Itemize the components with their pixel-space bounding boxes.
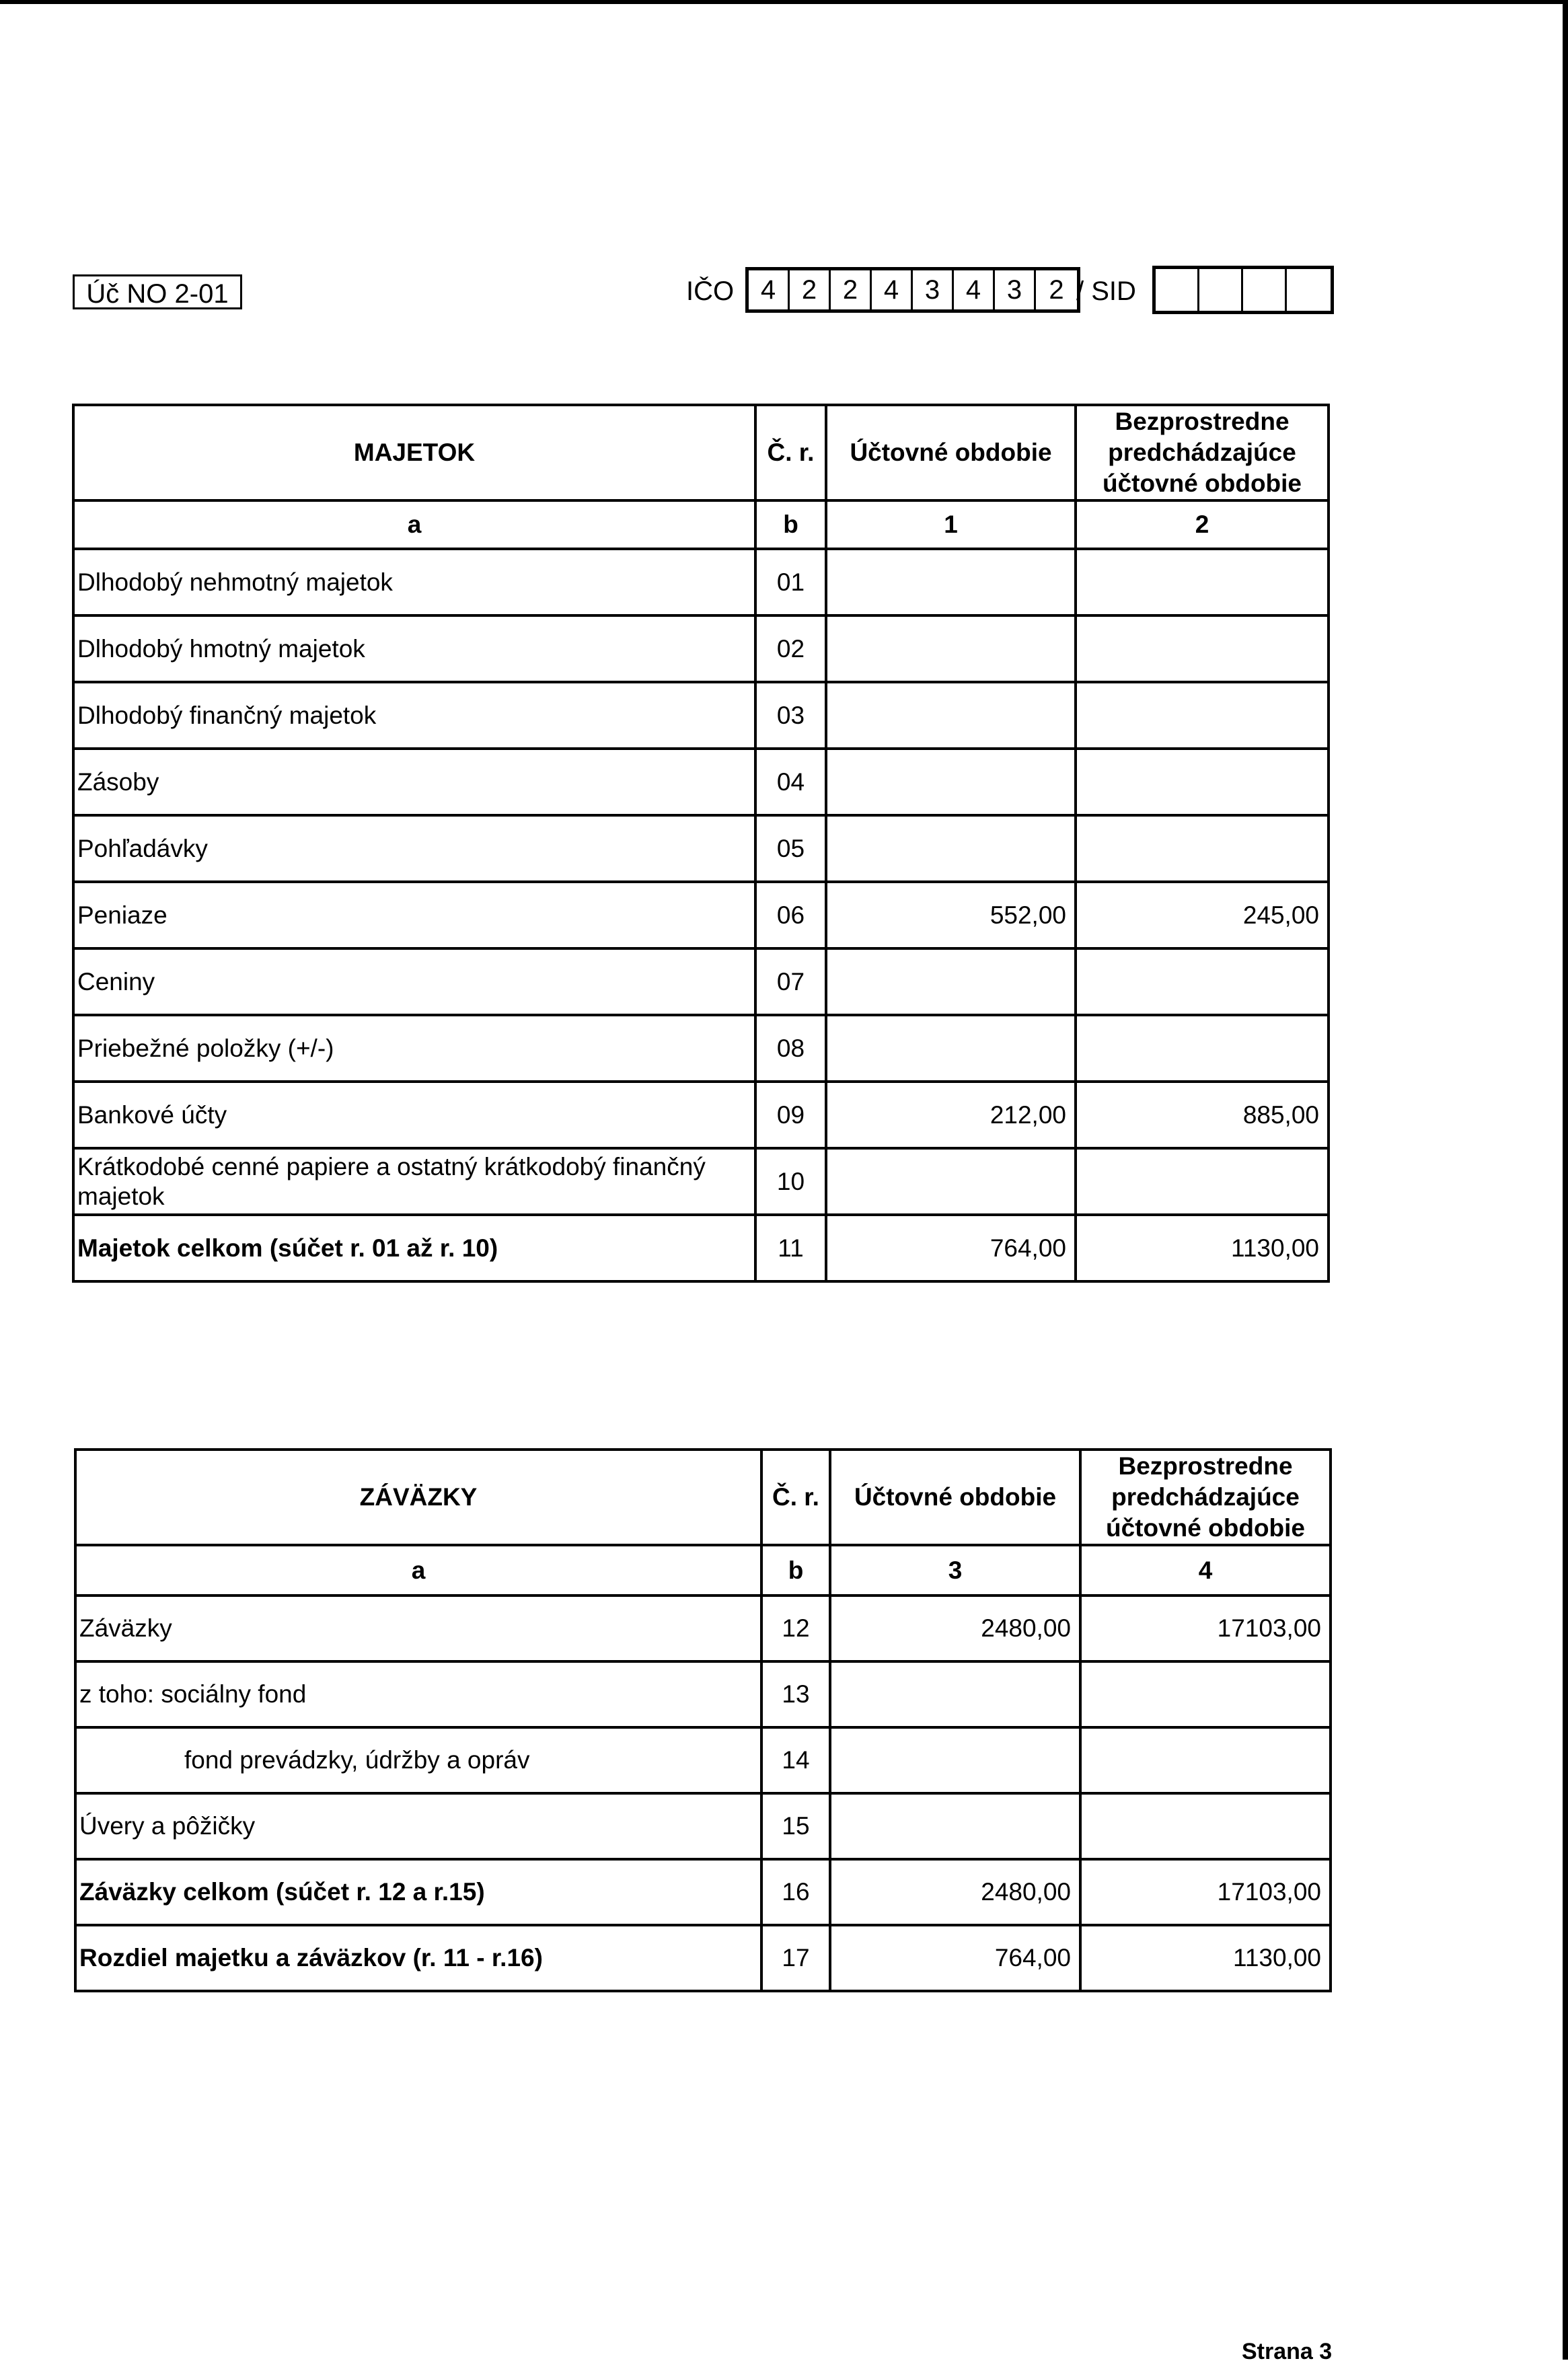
table-row [73, 882, 1329, 948]
ico-digit[interactable]: 2 [1049, 275, 1064, 305]
row-label: Majetok celkom (súčet r. 01 až r. 10) [73, 1215, 755, 1281]
col-code: 1 [826, 500, 1076, 549]
current-period-value[interactable]: 2480,00 [830, 1859, 1080, 1925]
sid-digit[interactable] [1156, 269, 1199, 311]
col-code: a [73, 500, 755, 549]
table-row [73, 682, 1329, 749]
col-code: a [75, 1545, 761, 1596]
previous-period-value[interactable] [1076, 1015, 1329, 1082]
row-number: 12 [761, 1596, 830, 1661]
current-period-value[interactable] [826, 549, 1076, 615]
table-row [73, 815, 1329, 882]
row-number: 16 [761, 1859, 830, 1925]
col-header-current-period: Účtovné obdobie [830, 1450, 1080, 1545]
ico-digit[interactable]: 2 [831, 270, 872, 309]
current-period-value[interactable] [830, 1661, 1080, 1727]
row-label: Dlhodobý nehmotný majetok [73, 549, 755, 615]
row-number: 09 [755, 1082, 826, 1148]
col-header-liabilities: ZÁVÄZKY [75, 1450, 761, 1545]
ico-digit[interactable]: 4 [872, 270, 913, 309]
col-header-row-number: Č. r. [755, 405, 826, 500]
assets-table [72, 404, 1330, 1283]
row-label: Záväzky celkom (súčet r. 12 a r.15) [75, 1859, 761, 1925]
current-period-value[interactable] [830, 1727, 1080, 1793]
col-header-previous-period: Bezprostredne predchádzajúce účtovné obdobie [1080, 1450, 1331, 1545]
previous-period-value[interactable]: 17103,00 [1080, 1596, 1331, 1661]
row-number: 15 [761, 1793, 830, 1859]
current-period-value[interactable] [826, 749, 1076, 815]
row-number: 08 [755, 1015, 826, 1082]
col-code: b [755, 500, 826, 549]
ico-label: IČO [686, 276, 735, 306]
table-row [73, 1082, 1329, 1148]
current-period-value[interactable] [826, 1148, 1076, 1215]
previous-period-value[interactable] [1076, 549, 1329, 615]
row-label: fond prevádzky, údržby a opráv [75, 1727, 761, 1793]
current-period-value[interactable] [830, 1793, 1080, 1859]
table-row [75, 1793, 1331, 1859]
col-header-assets: MAJETOK [73, 405, 755, 500]
table-row [73, 615, 1329, 682]
current-period-value[interactable] [826, 615, 1076, 682]
form-code: Úč NO 2-01 [73, 274, 242, 309]
previous-period-value[interactable] [1076, 749, 1329, 815]
row-number: 01 [755, 549, 826, 615]
row-label: Dlhodobý hmotný majetok [73, 615, 755, 682]
row-label: Rozdiel majetku a záväzkov (r. 11 - r.16) [75, 1925, 761, 1991]
scan-edge-top [0, 0, 1568, 4]
current-period-value[interactable]: 552,00 [826, 882, 1076, 948]
row-number: 06 [755, 882, 826, 948]
col-code: 3 [830, 1545, 1080, 1596]
previous-period-value[interactable] [1080, 1793, 1331, 1859]
current-period-value[interactable] [826, 948, 1076, 1015]
row-label: Záväzky [75, 1596, 761, 1661]
row-number: 11 [755, 1215, 826, 1281]
ico-field[interactable] [745, 267, 1080, 313]
current-period-value[interactable]: 764,00 [830, 1925, 1080, 1991]
sid-digit[interactable] [1287, 269, 1331, 311]
sid-digit[interactable] [1243, 269, 1287, 311]
previous-period-value[interactable]: 885,00 [1076, 1082, 1329, 1148]
row-number: 03 [755, 682, 826, 749]
row-number: 04 [755, 749, 826, 815]
row-number: 02 [755, 615, 826, 682]
previous-period-value[interactable] [1080, 1661, 1331, 1727]
page-number: Strana 3 [1242, 2339, 1333, 2364]
sid-label: / SID [1076, 276, 1136, 306]
sid-field[interactable] [1152, 266, 1334, 314]
row-label: Zásoby [73, 749, 755, 815]
row-label: Úvery a pôžičky [75, 1793, 761, 1859]
current-period-value[interactable] [826, 682, 1076, 749]
col-code: 4 [1080, 1545, 1331, 1596]
col-code: 2 [1076, 500, 1329, 549]
table-row-difference [75, 1925, 1331, 1991]
table-row [75, 1596, 1331, 1661]
ico-digit[interactable]: 3 [995, 270, 1036, 309]
current-period-value[interactable] [826, 815, 1076, 882]
scan-edge-right [1563, 0, 1568, 2360]
col-header-previous-period: Bezprostredne predchádzajúce účtovné obdobie [1076, 405, 1329, 500]
previous-period-value[interactable]: 1130,00 [1080, 1925, 1331, 1991]
table-row [73, 749, 1329, 815]
previous-period-value[interactable] [1076, 815, 1329, 882]
table-row [73, 1015, 1329, 1082]
table-row-total [73, 1215, 1329, 1281]
row-label: Ceniny [73, 948, 755, 1015]
table-row [73, 1148, 1329, 1215]
current-period-value[interactable]: 764,00 [826, 1215, 1076, 1281]
ico-digit[interactable]: 2 [790, 270, 831, 309]
ico-digit[interactable]: 4 [954, 270, 995, 309]
ico-digit[interactable]: 3 [913, 270, 954, 309]
current-period-value[interactable]: 212,00 [826, 1082, 1076, 1148]
row-number: 10 [755, 1148, 826, 1215]
row-label: Bankové účty [73, 1082, 755, 1148]
sid-digit[interactable] [1199, 269, 1243, 311]
row-label: Dlhodobý finančný majetok [73, 682, 755, 749]
col-header-current-period: Účtovné obdobie [826, 405, 1076, 500]
previous-period-value[interactable]: 245,00 [1076, 882, 1329, 948]
liabilities-table [74, 1448, 1332, 1992]
table-row-total [75, 1859, 1331, 1925]
ico-digit[interactable]: 4 [749, 270, 790, 309]
row-label: Pohľadávky [73, 815, 755, 882]
previous-period-value[interactable] [1076, 1148, 1329, 1215]
previous-period-value[interactable]: 17103,00 [1080, 1859, 1331, 1925]
row-number: 13 [761, 1661, 830, 1727]
row-number: 14 [761, 1727, 830, 1793]
previous-period-value[interactable] [1076, 948, 1329, 1015]
table-row [75, 1727, 1331, 1793]
current-period-value[interactable] [826, 1015, 1076, 1082]
table-row [73, 948, 1329, 1015]
current-period-value[interactable]: 2480,00 [830, 1596, 1080, 1661]
row-number: 17 [761, 1925, 830, 1991]
col-code: b [761, 1545, 830, 1596]
row-label: Priebežné položky (+/-) [73, 1015, 755, 1082]
table-row [73, 549, 1329, 615]
previous-period-value[interactable] [1076, 615, 1329, 682]
previous-period-value[interactable] [1080, 1727, 1331, 1793]
previous-period-value[interactable]: 1130,00 [1076, 1215, 1329, 1281]
col-header-row-number: Č. r. [761, 1450, 830, 1545]
row-label: Krátkodobé cenné papiere a ostatný krátkodobý finančný majetok [73, 1148, 755, 1215]
row-label: Peniaze [73, 882, 755, 948]
row-number: 05 [755, 815, 826, 882]
table-row [75, 1661, 1331, 1727]
row-number: 07 [755, 948, 826, 1015]
previous-period-value[interactable] [1076, 682, 1329, 749]
row-label: z toho: sociálny fond [75, 1661, 761, 1727]
